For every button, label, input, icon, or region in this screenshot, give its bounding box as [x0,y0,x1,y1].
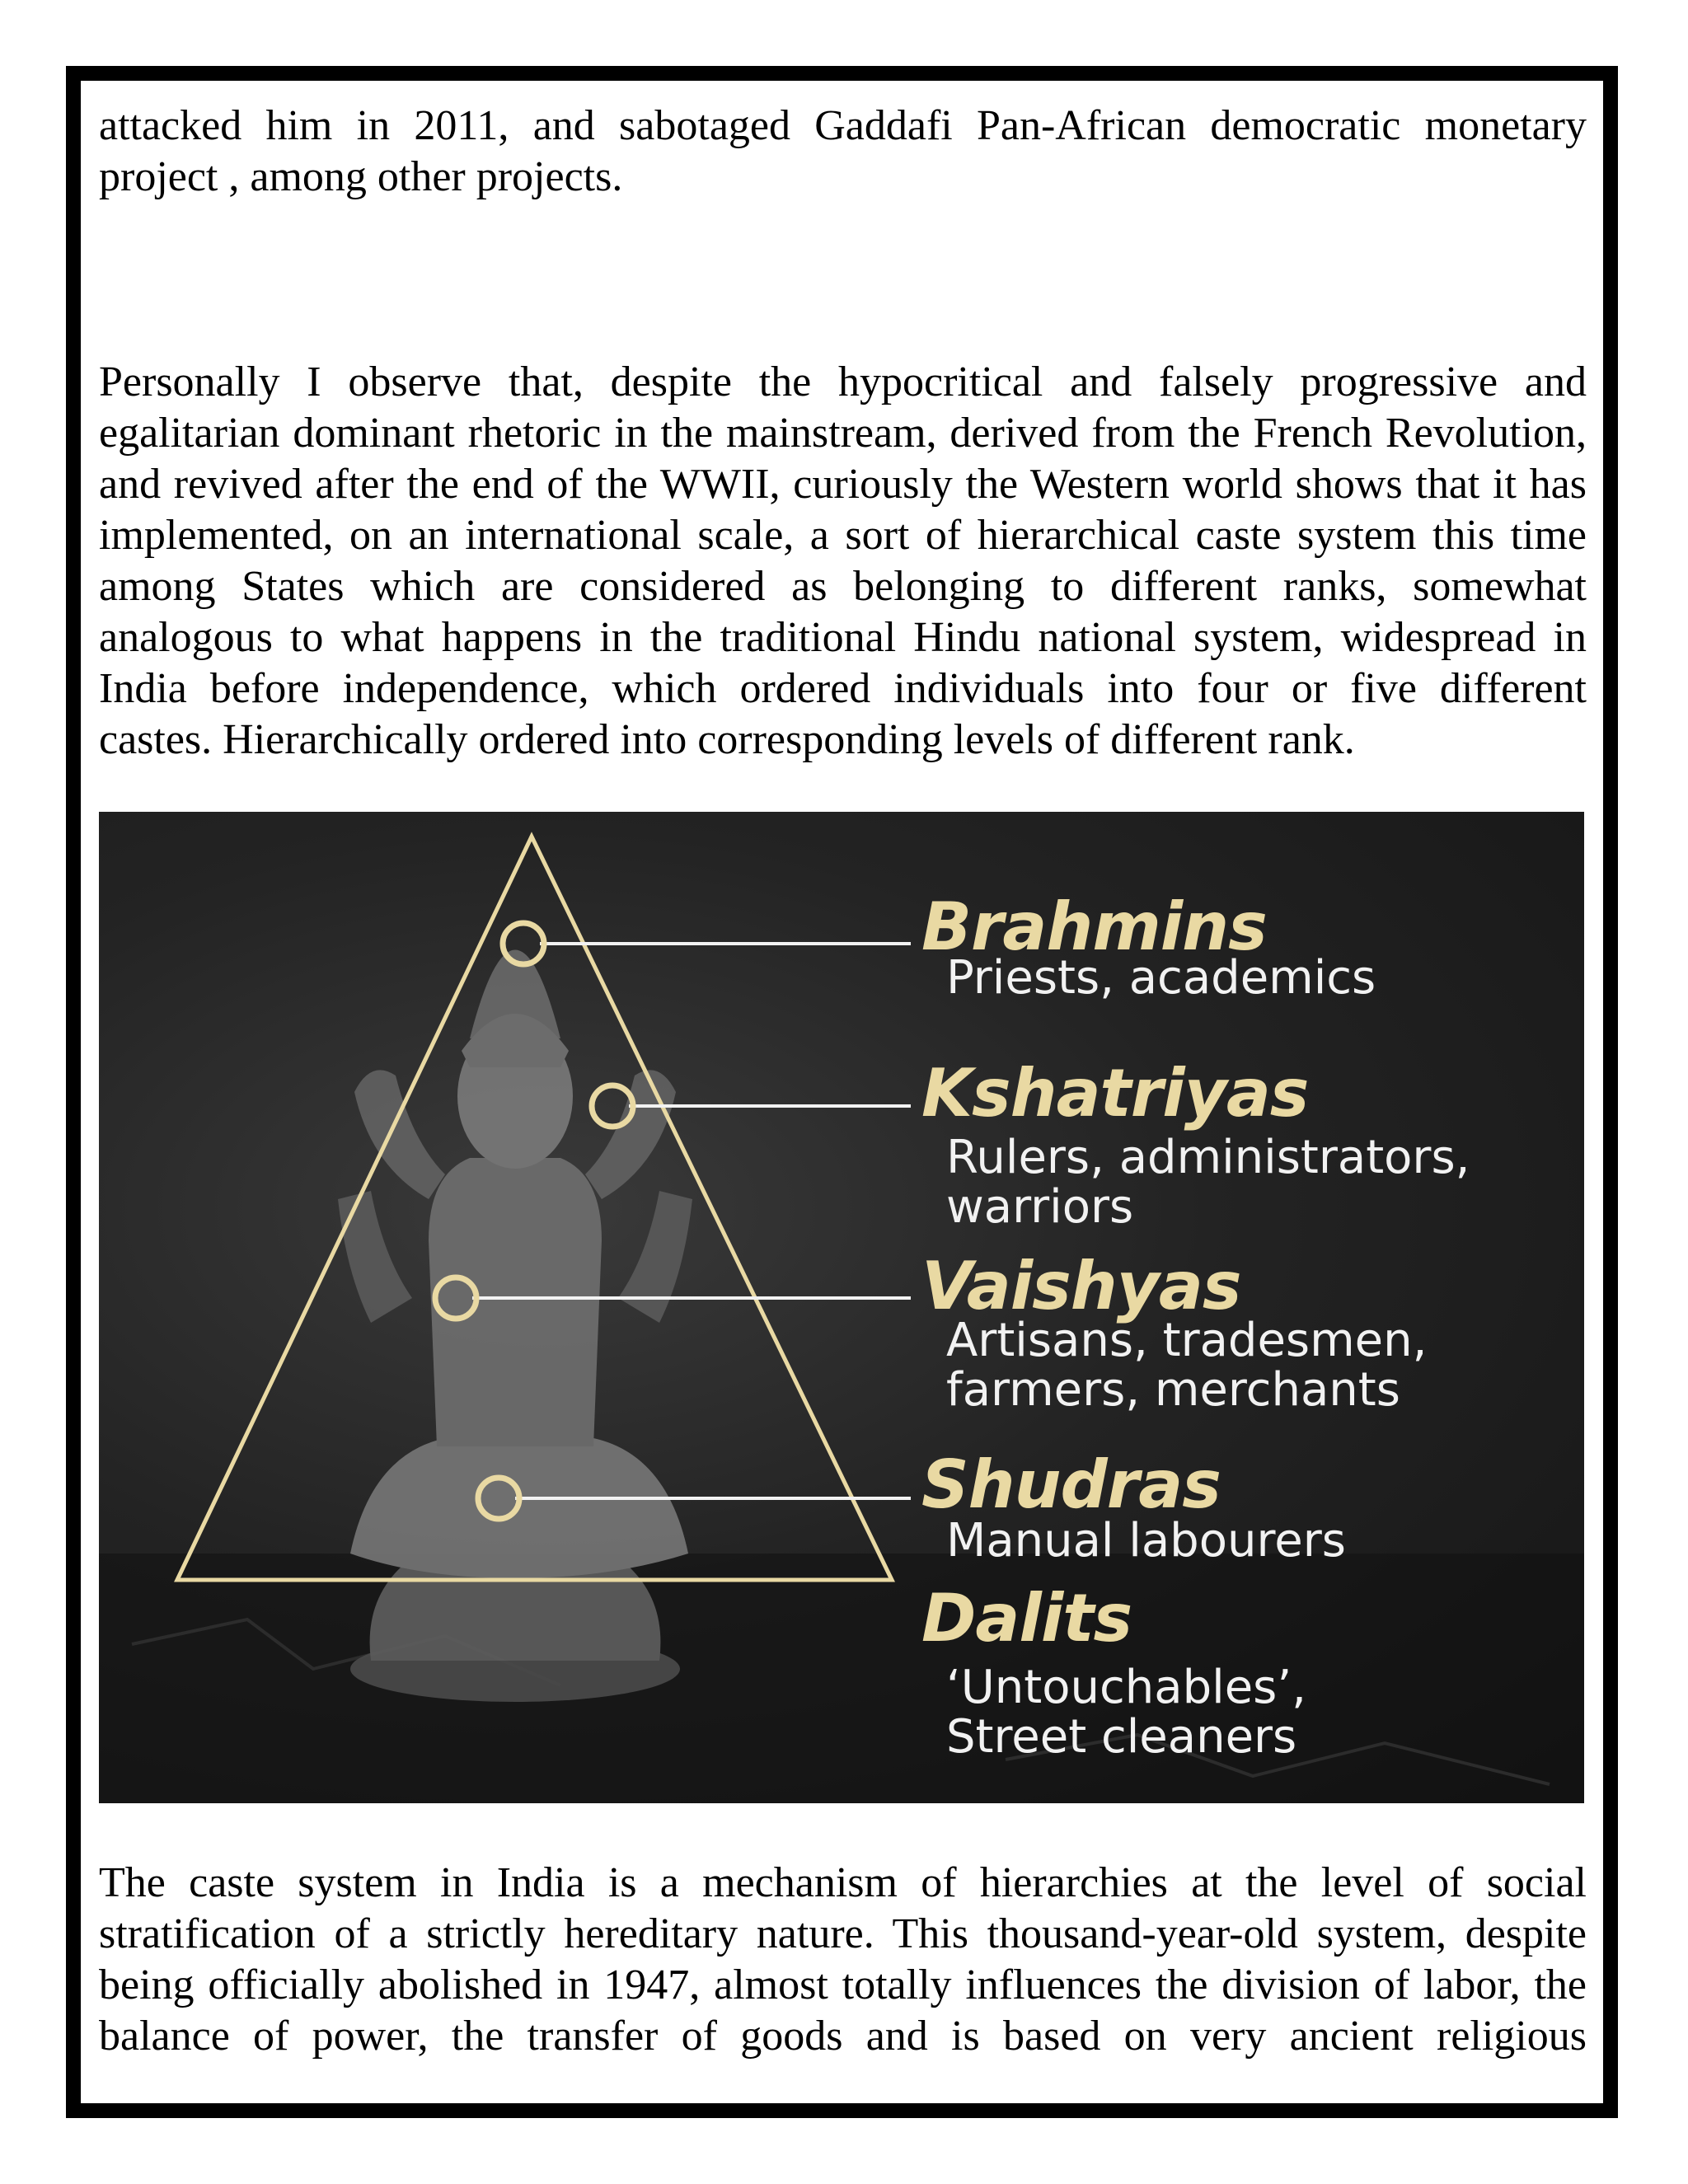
caste-name-shudras: Shudras [921,1446,1221,1523]
ground-shadow [99,1554,1584,1803]
paragraph-3: The caste system in India is a mechanism of hierarchies at the level of social stratification of a strictly hereditary nature. This thousand-year-old system, despite being officially abolished in 1947, almost totally influences the division of labor, the balance of power, the transfer of goods and is based on very ancient religious [99,1859,1587,2060]
paragraph-1: attacked him in 2011, and sabotaged Gaddafi Pan-African democratic monetary project , among other projects. [99,102,1587,200]
caste-desc-brahmins: Priests, academics [946,951,1376,1005]
paragraph-2: Personally I observe that, despite the hypocritical and falsely progressive and egalitarian dominant rhetoric in the mainstream, derived from the French Revolution, and revived after the end of the WWII, curiously the Western world shows that it has implemented, on an international scale, a sort of hierarchical caste system this time among States which are considered as belonging to different ranks, somewhat analogous to what happens in the traditional Hindu national system, widespread in India before independence, which ordered individuals into four or five different castes. Hierarchically ordered into corresponding levels of different rank. [99,359,1587,763]
caste-desc-vaishyas: Artisans, tradesmen, farmers, merchants [946,1314,1428,1417]
caste-name-kshatriyas: Kshatriyas [921,1055,1309,1132]
caste-name-vaishyas: Vaishyas [921,1248,1241,1324]
caste-desc-dalits: ‘Untouchables’, Street cleaners [946,1661,1306,1764]
caste-system-infographic [99,812,1584,1803]
caste-desc-kshatriyas: Rulers, administrators, warriors [946,1131,1470,1234]
caste-name-dalits: Dalits [921,1580,1132,1657]
caste-desc-shudras: Manual labourers [946,1514,1346,1568]
caste-name-brahmins: Brahmins [921,888,1267,965]
